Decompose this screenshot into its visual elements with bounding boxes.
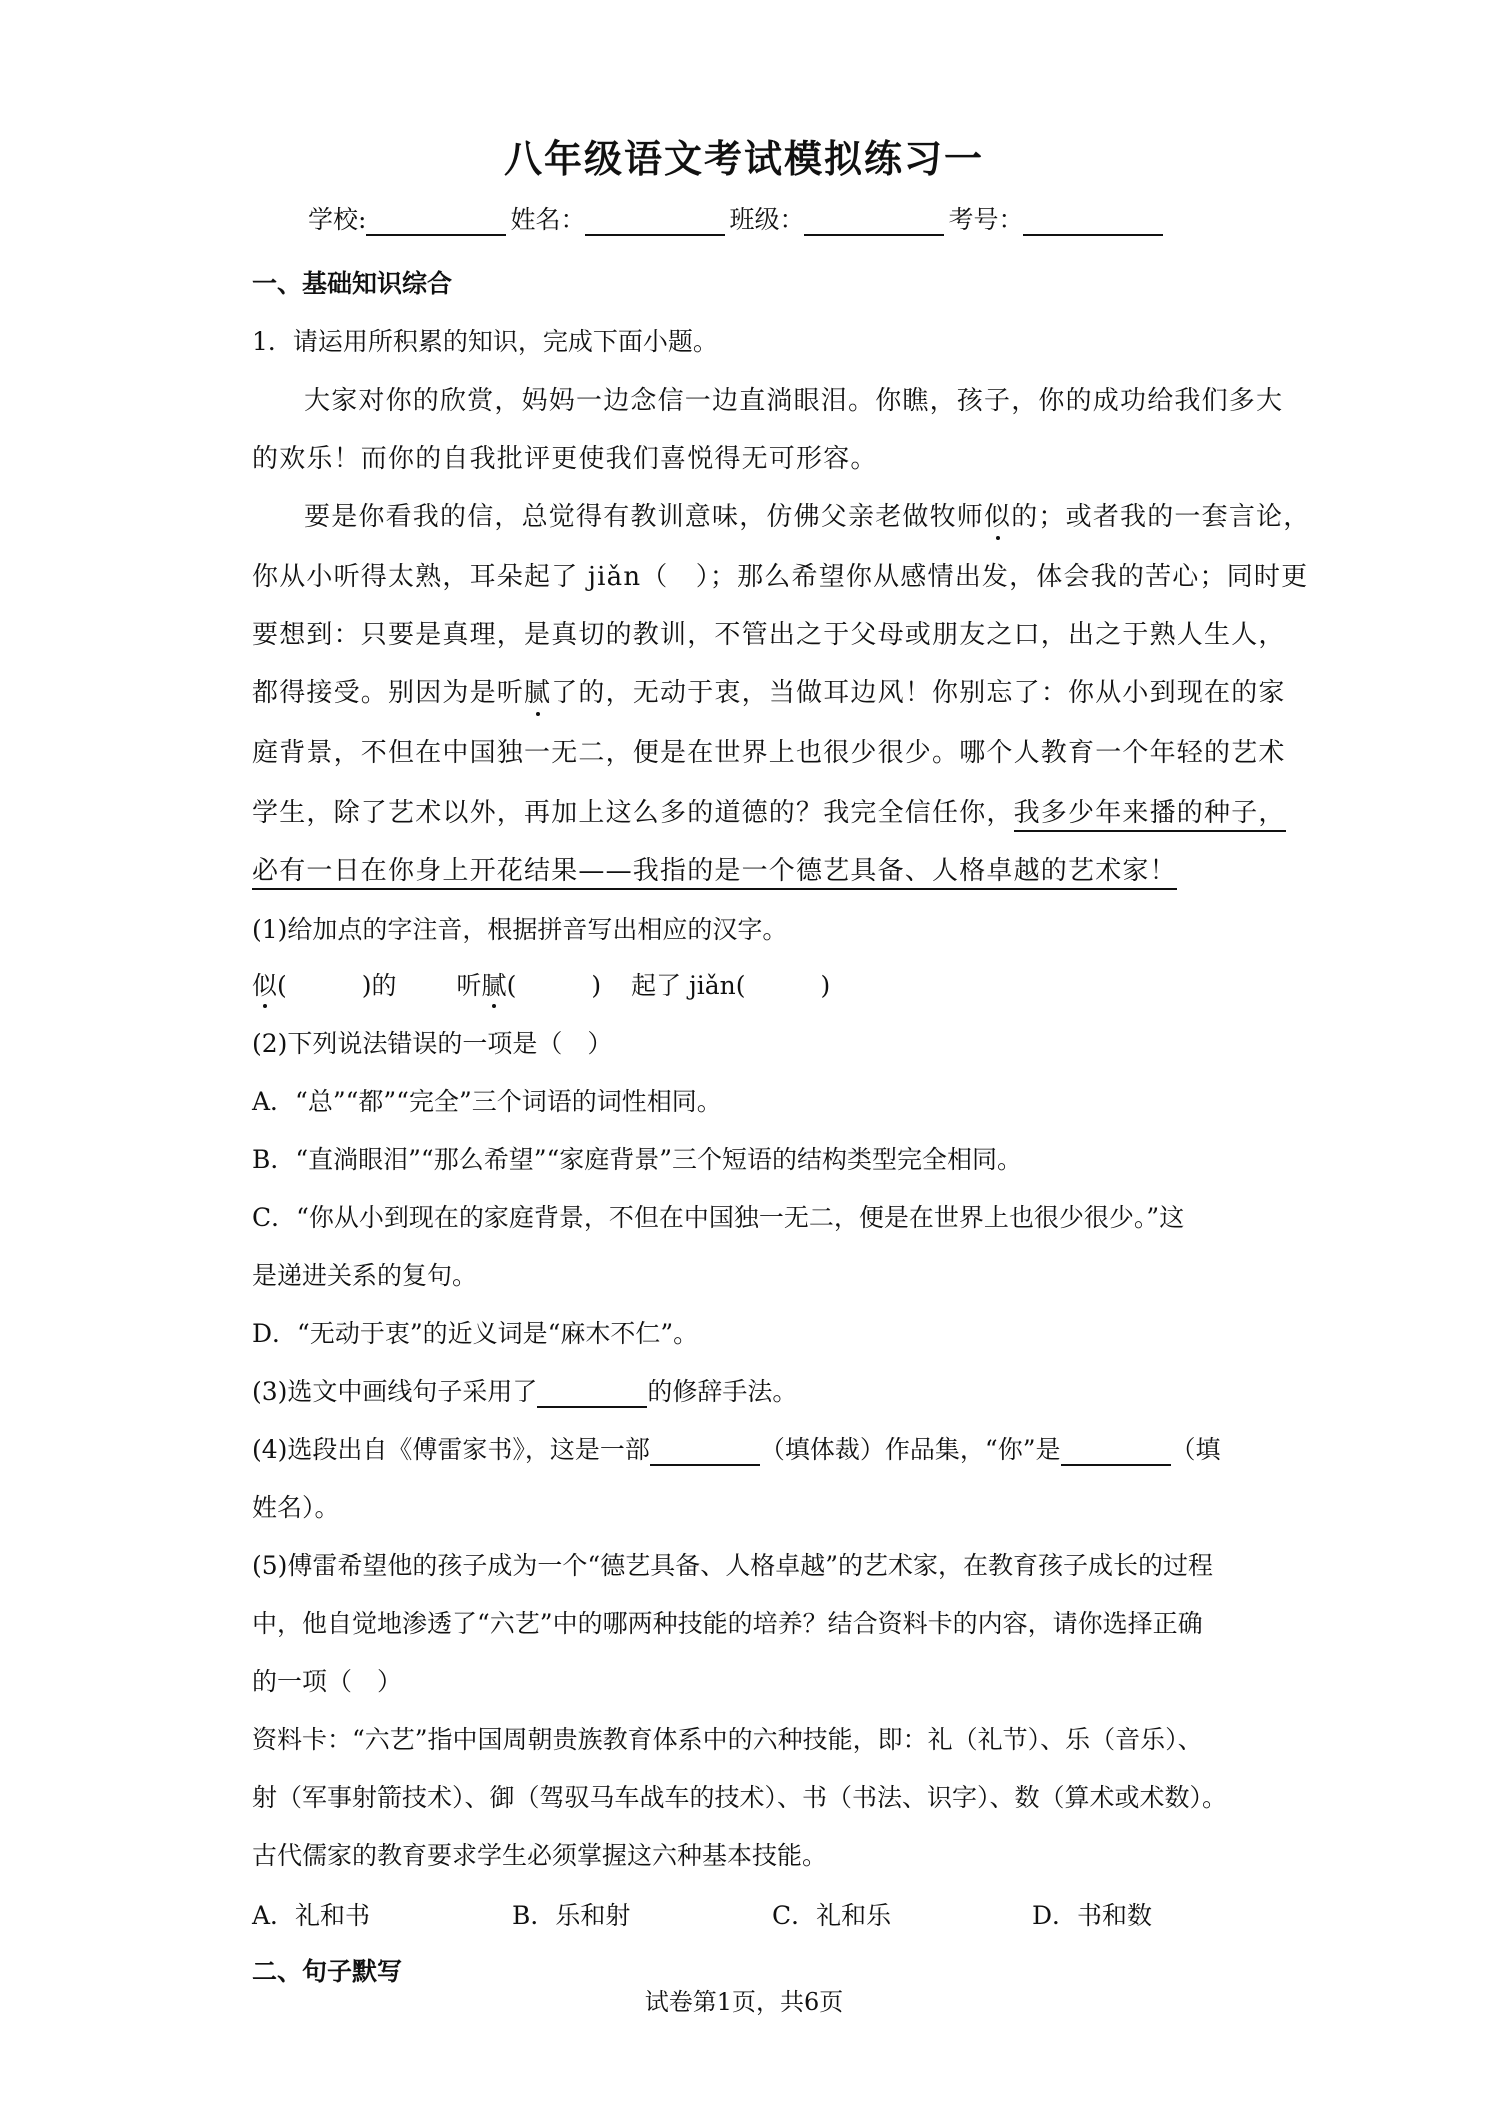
page-title: 八年级语文考试模拟练习一 <box>503 136 984 181</box>
class-blank[interactable] <box>804 208 944 236</box>
passage-line-9 <box>252 850 1177 887</box>
answer-slot[interactable]: 起了 jiǎn( ) <box>631 971 831 1000</box>
sub-question-2: (2)下列说法错误的一项是（ ） <box>252 1029 613 1058</box>
option-c-line-1[interactable]: C．“你从小到现在的家庭背景，不但在中国独一无二，便是在世界上也很少很少。”这 <box>252 1203 1185 1232</box>
student-info-line <box>308 200 1167 236</box>
choice-c[interactable]: C．礼和乐 <box>772 1901 892 1930</box>
option-c-line-2[interactable]: 是递进关系的复句。 <box>252 1261 478 1290</box>
sub-question-5-line-3: 的一项（ ） <box>252 1667 403 1696</box>
info-card-line-1: 资料卡：“六艺”指中国周朝贵族教育体系中的六种技能，即：礼（礼节）、乐（音乐）、 <box>252 1725 1203 1754</box>
passage-line-8 <box>252 792 1286 829</box>
fill-blank[interactable] <box>650 1440 760 1466</box>
sub-question-1: (1)给加点的字注音，根据拼音写出相应的汉字。 <box>252 915 788 944</box>
underlined-sentence: 必有一日在你身上开花结果——我指的是一个德艺具备、人格卓越的艺术家！ <box>252 856 1177 890</box>
question-text: （填 <box>1170 1435 1221 1464</box>
sub-question-5-line-2: 中，他自觉地渗透了“六艺”中的哪两种技能的培养？结合资料卡的内容，请你选择正确 <box>252 1609 1203 1638</box>
school-label: 学校: <box>308 205 367 234</box>
class-label: 班级： <box>729 205 805 234</box>
option-b[interactable]: B．“直淌眼泪”“那么希望”“家庭背景”三个短语的结构类型完全相同。 <box>252 1145 1023 1174</box>
name-label: 姓名： <box>510 205 586 234</box>
passage-line-2: 的欢乐！而你的自我批评更使我们喜悦得无可形容。 <box>252 444 878 474</box>
passage-line-4: 你从小听得太熟，耳朵起了 jiǎn（ ）；那么希望你从感情出发，体会我的苦心；同时更 <box>252 562 1309 592</box>
passage-text: 都得接受。别因为是听 <box>252 678 525 708</box>
answer-slot[interactable]: ( )的 <box>277 971 397 1000</box>
school-blank[interactable] <box>366 208 506 236</box>
dotted-char: 腻 <box>481 971 507 1000</box>
passage-line-5: 要想到：只要是真理，是真切的教训，不管出之于父母或朋友之口，出之于熟人生人， <box>252 620 1286 650</box>
section-heading-1: 一、基础知识综合 <box>252 269 453 298</box>
passage-line-6 <box>252 672 1286 709</box>
answer-slot[interactable]: ( ) <box>506 971 602 1000</box>
option-a[interactable]: A．“总”“都”“完全”三个词语的词性相同。 <box>252 1087 722 1116</box>
dotted-char: 似 <box>252 971 278 1000</box>
fill-blank[interactable] <box>537 1382 647 1408</box>
fill-blank[interactable] <box>1061 1440 1171 1466</box>
passage-text: 了的，无动于衷，当做耳边风！你别忘了：你从小到现在的家 <box>551 678 1286 708</box>
exam-no-label: 考号： <box>948 205 1024 234</box>
exam-no-blank[interactable] <box>1023 208 1163 236</box>
question-1-stem: 1．请运用所积累的知识，完成下面小题。 <box>252 327 718 356</box>
passage-text: 学生，除了艺术以外，再加上这么多的道德的？我完全信任你， <box>252 798 1014 828</box>
question-text: 的修辞手法。 <box>647 1377 798 1406</box>
choice-d[interactable]: D．书和数 <box>1032 1901 1153 1930</box>
page-footer: 试卷第1页，共6页 <box>644 1988 844 2016</box>
dotted-char: 腻 <box>524 678 552 708</box>
info-card-line-2: 射（军事射箭技术）、御（驾驭马车战车的技术）、书（书法、识字）、数（算术或术数）。 <box>252 1783 1228 1812</box>
sub-question-5-line-1: (5)傅雷希望他的孩子成为一个“德艺具备、人格卓越”的艺术家，在教育孩子成长的过程 <box>252 1551 1213 1580</box>
passage-text: 要是你看我的信，总觉得有教训意味，仿佛父亲老做牧师 <box>304 502 985 532</box>
passage-line-1: 大家对你的欣赏，妈妈一边念信一边直淌眼泪。你瞧，孩子，你的成功给我们多大 <box>304 386 1284 416</box>
sub-question-4 <box>252 1430 1221 1466</box>
choice-b[interactable]: B．乐和射 <box>512 1901 631 1930</box>
section-heading-2: 二、句子默写 <box>252 1957 403 1986</box>
info-card-line-3: 古代儒家的教育要求学生必须掌握这六种基本技能。 <box>252 1841 828 1870</box>
passage-text: 的；或者我的一套言论， <box>1011 502 1311 532</box>
question-text: (4)选段出自《傅雷家书》，这是一部 <box>252 1435 650 1464</box>
underlined-sentence: 我多少年来播的种子， <box>1014 798 1286 832</box>
item-text: 听 <box>456 971 482 1000</box>
name-blank[interactable] <box>585 208 725 236</box>
option-d[interactable]: D．“无动于衷”的近义词是“麻木不仁”。 <box>252 1319 699 1348</box>
question-text: （填体裁）作品集，“你”是 <box>759 1435 1061 1464</box>
sub-question-3 <box>252 1372 797 1408</box>
question-text: (3)选文中画线句子采用了 <box>252 1377 538 1406</box>
choice-a[interactable]: A．礼和书 <box>252 1901 371 1930</box>
sub-question-4-cont: 姓名）。 <box>252 1493 340 1522</box>
dotted-char: 似 <box>984 502 1012 532</box>
passage-line-7: 庭背景，不但在中国独一无二，便是在世界上也很少很少。哪个人教育一个年轻的艺术 <box>252 738 1286 768</box>
passage-line-3 <box>304 496 1310 533</box>
sub-question-1-items <box>252 966 830 1002</box>
